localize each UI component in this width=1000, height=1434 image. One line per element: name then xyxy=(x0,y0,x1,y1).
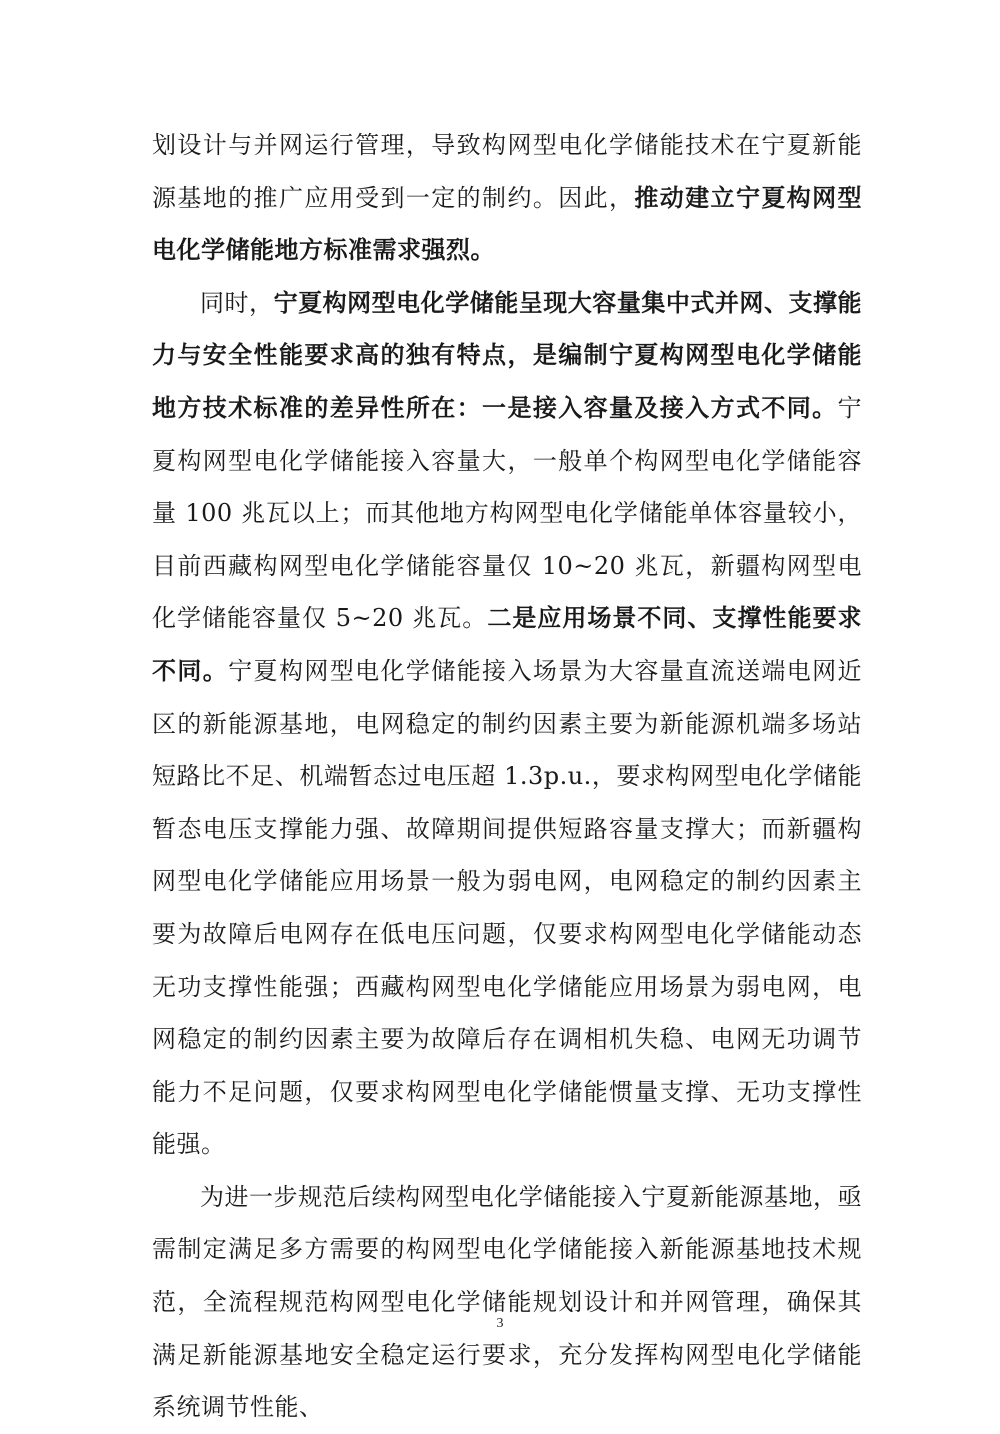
paragraph-2-emphasis-2: 二是应用场景不同、支撑性能要求不同。 xyxy=(152,603,862,685)
paragraph-2 xyxy=(152,277,862,1171)
paragraph-2-text-1: 宁夏构网型电化学储能接入容量大，一般单个构网型电化学储能容量 100 兆瓦以上；而其他地方构网型电化学储能单体容量较小，目前西藏构网型电化学储能容量仅 10~20 兆瓦，新疆构网型电化学储能容量仅 5~20 兆瓦。 xyxy=(152,393,862,633)
paragraph-2-text-2: 宁夏构网型电化学储能接入场景为大容量直流送端电网近区的新能源基地，电网稳定的制约因素主要为新能源机端多场站短路比不足、机端暂态过电压超 1.3p.u.，要求构网型电化学储能暂态电压支撑能力强、故障期间提供短路容量支撑大；而新疆构网型电化学储能应用场景一般为弱电网，电网稳定的制约因素主要为故障后电网存在低电压问题，仅要求构网型电化学储能动态无功支撑性能强；西藏构网型电化学储能应用场景为弱电网，电网稳定的制约因素主要为故障后存在调相机失稳、电网无功调节能力不足问题，仅要求构网型电化学储能惯量支撑、无功支撑性能强。 xyxy=(152,656,863,1159)
page-number: 3 xyxy=(496,1316,504,1331)
paragraph-1 xyxy=(152,119,862,277)
paragraph-1-emphasis: 推动建立宁夏构网型电化学储能地方标准需求强烈。 xyxy=(152,182,863,265)
paragraph-3 xyxy=(152,1171,862,1434)
paragraph-2-emphasis-1: 宁夏构网型电化学储能呈现大容量集中式并网、支撑能力与安全性能要求高的独有特点，是编制宁夏构网型电化学储能地方技术标准的差异性所在：一是接入容量及接入方式不同。 xyxy=(152,287,863,422)
document-body xyxy=(152,119,862,1434)
paragraph-3-text: 为进一步规范后续构网型电化学储能接入宁夏新能源基地，亟需制定满足多方需要的构网型电化学储能接入新能源基地技术规范，全流程规范构网型电化学储能规划设计和并网管理，确保其满足新能源基地安全稳定运行要求，充分发挥构网型电化学储能系统调节性能、 xyxy=(152,1182,862,1422)
paragraph-2-lead: 同时， xyxy=(200,288,274,317)
paragraph-1-text: 划设计与并网运行管理，导致构网型电化学储能技术在宁夏新能源基地的推广应用受到一定的制约。因此， xyxy=(152,131,862,212)
